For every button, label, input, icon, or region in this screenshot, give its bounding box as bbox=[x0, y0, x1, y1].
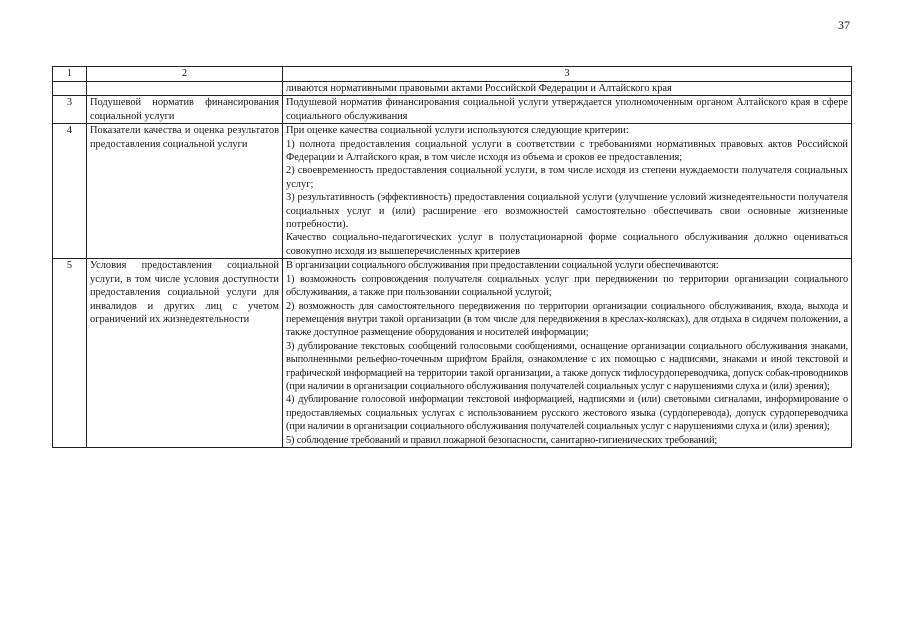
content-paragraph: В организации социального обслуживания при предоставлении социальной услуги обеспечиваются: bbox=[286, 260, 719, 272]
content-paragraph: 5) соблюдение требований и правил пожарной безопасности, санитарно-гигиенических требований; bbox=[286, 434, 718, 446]
header-col-1: 1 bbox=[53, 67, 87, 82]
row-title bbox=[87, 82, 283, 96]
header-col-3: 3 bbox=[283, 67, 852, 82]
table-row bbox=[53, 124, 852, 259]
row-number: 4 bbox=[53, 124, 87, 259]
table-row bbox=[53, 82, 852, 96]
table-header-row bbox=[53, 67, 852, 82]
content-paragraph: 4) дублирование голосовой информации текстовой информацией, надписями и (или) световыми сигналами, информирование о предоставляемых социальных услугах с использованием русского жестового языка (сурдоперевода), допуск сурдопереводчика (при наличии в организации социального обслуживания получателей социальных услуг с нарушениями слуха и (или) зрения); bbox=[286, 394, 848, 433]
row-content bbox=[283, 82, 852, 96]
content-paragraph: Качество социально-педагогических услуг в полустационарной форме социального обслуживания должно оцениваться совокупно исходя из вышеперечисленных критериев bbox=[286, 232, 848, 257]
content-paragraph: 2) своевременность предоставления социальной услуги, в том числе исходя из степени нуждаемости получателя социальных услуг; bbox=[286, 165, 848, 190]
row-content bbox=[283, 96, 852, 124]
row-title: Показатели качества и оценка результатов предоставления социальной услуги bbox=[87, 124, 283, 259]
row-title: Подушевой норматив финансирования социальной услуги bbox=[87, 96, 283, 124]
content-paragraph: Подушевой норматив финансирования социальной услуги утверждается уполномоченным органом Алтайского края в сфере социального обслуживания bbox=[286, 97, 848, 122]
content-paragraph: 3) дублирование текстовых сообщений голосовыми сообщениями, оснащение организации социального обслуживания знаками, выполненными рельефно-точечным шрифтом Брайля, ознакомление с их помощью с надписями, знаками и иной текстовой и графической информацией на территории такой организации, а также допуск тифлосурдопереводчика, допуск собак-проводников (при наличии в организации социального обслуживания получателей социальных услуг с нарушениями слуха и (или) зрения); bbox=[286, 340, 848, 392]
page-number: 37 bbox=[838, 18, 850, 32]
row-number: 5 bbox=[53, 259, 87, 448]
row-number bbox=[53, 82, 87, 96]
content-paragraph: 3) результативность (эффективность) предоставления социальной услуги (улучшение условий жизнедеятельности получателя социальных услуг и (или) расширение его возможностей самостоятельно обеспечивать свои основные жизненные потребности). bbox=[286, 192, 848, 231]
content-paragraph: ливаются нормативными правовыми актами Российской Федерации и Алтайского края bbox=[286, 83, 672, 94]
content-paragraph: 1) возможность сопровождения получателя социальных услуг при передвижении по территории организации социального обслуживания, а также при пользовании социальной услугой; bbox=[286, 273, 848, 299]
table-row bbox=[53, 259, 852, 448]
content-paragraph: При оценке качества социальной услуги используются следующие критерии: bbox=[286, 125, 629, 137]
content-paragraph: 1) полнота предоставления социальной услуги в соответствии с требованиями нормативных правовых актов Российской Федерации и Алтайского края, в том числе исходя из объема и сроков ее предоставления; bbox=[286, 138, 848, 164]
row-number: 3 bbox=[53, 96, 87, 124]
row-title: Условия предоставления социальной услуги, в том числе условия доступности предоставления социальной услуги для инвалидов и других лиц с учетом ограничений их жизнедеятельности bbox=[87, 259, 283, 448]
content-paragraph: 2) возможность для самостоятельного передвижения по территории организации социального обслуживания, входа, выхода и перемещения внутри такой организации (в том числе для передвижения в креслах-колясках), для отдыха в сидячем положении, а также доступное размещение оборудования и носителей информации; bbox=[286, 300, 848, 339]
row-content bbox=[283, 124, 852, 259]
services-table bbox=[52, 66, 852, 448]
header-col-2: 2 bbox=[87, 67, 283, 82]
row-content bbox=[283, 259, 852, 448]
table-row bbox=[53, 96, 852, 124]
